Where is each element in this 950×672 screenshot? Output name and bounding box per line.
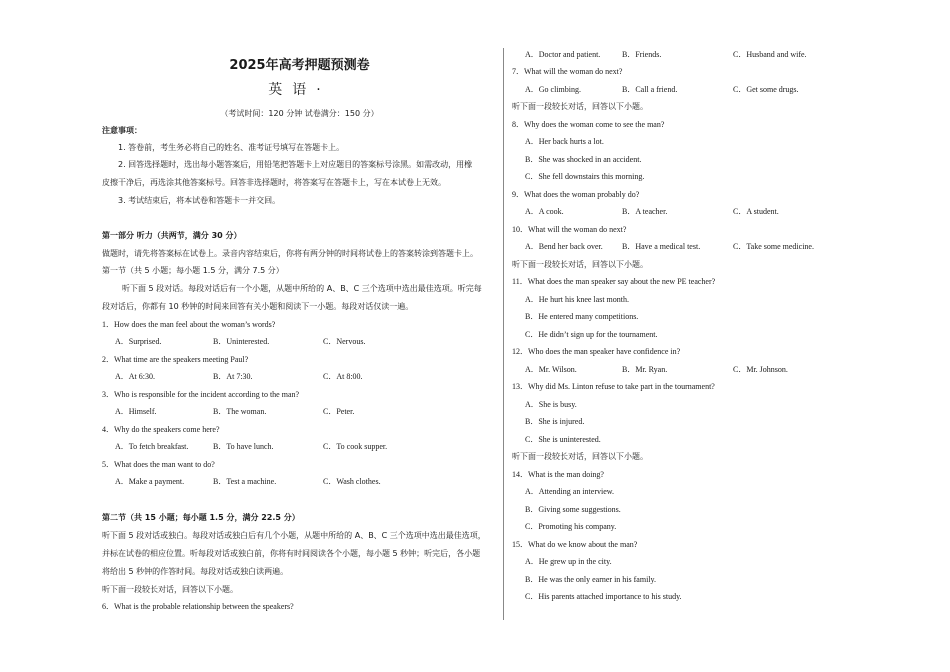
q3-option-c: C．Peter. — [323, 407, 355, 416]
section2-heading: 第二节（共 15 小题；每小题 1.5 分，满分 22.5 分） — [102, 513, 300, 522]
note-item: 2. 回答选择题时，选出每小题答案后，用铅笔把答题卡上对应题目的答案标号涂黑。如需改动，用橡 — [118, 160, 473, 169]
q12-option-b: B．Mr. Ryan. — [622, 365, 668, 374]
q12-option-a: A．Mr. Wilson. — [525, 365, 577, 374]
q10-option-a: A．Bend her back over. — [525, 242, 603, 251]
q14-option-c: C．Promoting his company. — [525, 522, 617, 531]
q1-option-b: B．Uninterested. — [213, 337, 270, 346]
question-4: 4．Why do the speakers come here? — [102, 425, 220, 434]
q1-option-a: A．Surprised. — [115, 337, 162, 346]
question-6: 6．What is the probable relationship between the speakers? — [102, 602, 294, 611]
q11-option-c: C．He didn’t sign up for the tournament. — [525, 330, 658, 339]
section1-intro: 段对话后，你都有 10 秒钟的时间来回答有关小题和阅读下一小题。每段对话仅读一遍。 — [102, 302, 414, 311]
q7-option-a: A．Go climbing. — [525, 85, 581, 94]
q7-option-b: B．Call a friend. — [622, 85, 678, 94]
q6-option-b: B．Friends. — [622, 50, 662, 59]
q7-option-c: C．Get some drugs. — [733, 85, 799, 94]
q5-option-b: B．Test a machine. — [213, 477, 277, 486]
q14-option-b: B．Giving some suggestions. — [525, 505, 621, 514]
question-3: 3．Who is responsible for the incident according to the man? — [102, 390, 300, 399]
q13-option-a: A．She is busy. — [525, 400, 577, 409]
q6-option-c: C．Husband and wife. — [733, 50, 807, 59]
listen-prompt: 听下面一段较长对话，回答以下小题。 — [512, 260, 648, 269]
question-2: 2．What time are the speakers meeting Paul? — [102, 355, 249, 364]
q3-option-b: B．The woman. — [213, 407, 267, 416]
q4-option-b: B．To have lunch. — [213, 442, 274, 451]
q15-option-a: A．He grew up in the city. — [525, 557, 612, 566]
question-11: 11．What does the man speaker say about the new PE teacher? — [512, 277, 716, 286]
q2-option-c: C．At 8:00. — [323, 372, 363, 381]
q12-option-c: C．Mr. Johnson. — [733, 365, 788, 374]
question-14: 14．What is the man doing? — [512, 470, 604, 479]
q8-option-b: B．She was shocked in an accident. — [525, 155, 642, 164]
column-divider — [503, 48, 504, 620]
part1-intro: 做题时，请先将答案标在试卷上。录音内容结束后，你将有两分钟的时间将试卷上的答案转涂到答题卡上。 — [102, 249, 478, 258]
section1-intro: 听下面 5 段对话。每段对话后有一个小题，从题中所给的 A、B、C 三个选项中选出最佳选项。听完每 — [122, 284, 482, 293]
note-item: 皮擦干净后，再选涂其他答案标号。回答非选择题时，将答案写在答题卡上，写在本试卷上无效。 — [102, 178, 446, 187]
q1-option-c: C．Nervous. — [323, 337, 366, 346]
q8-option-c: C．She fell downstairs this morning. — [525, 172, 645, 181]
question-7: 7．What will the woman do next? — [512, 67, 623, 76]
q6-option-a: A．Doctor and patient. — [525, 50, 601, 59]
q11-option-a: A．He hurt his knee last month. — [525, 295, 629, 304]
note-item: 1. 答卷前，考生务必将自己的姓名、准考证号填写在答题卡上。 — [118, 143, 345, 152]
q9-option-b: B．A teacher. — [622, 207, 668, 216]
section2-intro: 并标在试卷的相应位置。听每段对话或独白前，你将有时间阅读各个小题，每小题 5 秒钟；听完后，各小题 — [102, 549, 481, 558]
q13-option-b: B．She is injured. — [525, 417, 585, 426]
question-1: 1．How does the man feel about the woman’s words? — [102, 320, 276, 329]
q14-option-a: A．Attending an interview. — [525, 487, 615, 496]
section2-intro: 将给出 5 秒钟的作答时间。每段对话或独白读两遍。 — [102, 567, 289, 576]
q2-option-b: B．At 7:30. — [213, 372, 253, 381]
q15-option-b: B．He was the only earner in his family. — [525, 575, 657, 584]
q2-option-a: A．At 6:30. — [115, 372, 155, 381]
question-9: 9．What does the woman probably do? — [512, 190, 640, 199]
question-12: 12．Who does the man speaker have confidence in? — [512, 347, 681, 356]
q8-option-a: A．Her back hurts a lot. — [525, 137, 604, 146]
q9-option-a: A．A cook. — [525, 207, 564, 216]
listen-prompt: 听下面一段较长对话，回答以下小题。 — [512, 452, 648, 461]
exam-title: 2025年高考押题预测卷 — [229, 58, 370, 73]
listen-prompt: 听下面一段较长对话，回答以下小题。 — [512, 102, 648, 111]
question-8: 8．Why does the woman come to see the man? — [512, 120, 665, 129]
q13-option-c: C．She is uninterested. — [525, 435, 601, 444]
note-item: 3. 考试结束后，将本试卷和答题卡一并交回。 — [118, 196, 281, 205]
q10-option-b: B．Have a medical test. — [622, 242, 701, 251]
q4-option-c: C．To cook supper. — [323, 442, 388, 451]
question-5: 5．What does the man want to do? — [102, 460, 215, 469]
question-15: 15．What do we know about the man? — [512, 540, 638, 549]
q3-option-a: A．Himself. — [115, 407, 157, 416]
q15-option-c: C．His parents attached importance to his study. — [525, 592, 682, 601]
subject-title: 英语· — [268, 82, 331, 98]
exam-info: （考试时间：120 分钟 试卷满分：150 分） — [220, 109, 379, 118]
q5-option-a: A．Make a payment. — [115, 477, 185, 486]
section1-heading: 第一节（共 5 小题；每小题 1.5 分，满分 7.5 分） — [102, 266, 284, 275]
section2-intro: 听下面 5 段对话或独白。每段对话或独白后有几个小题，从题中所给的 A、B、C 三个选项中选出最佳选项， — [102, 531, 486, 540]
question-13: 13．Why did Ms. Linton refuse to take part in the tournament? — [512, 382, 715, 391]
part1-heading: 第一部分 听力（共两节，满分 30 分） — [102, 231, 242, 240]
notes-heading: 注意事项： — [102, 126, 142, 135]
listen-prompt: 听下面一段较长对话，回答以下小题。 — [102, 585, 238, 594]
question-10: 10．What will the woman do next? — [512, 225, 627, 234]
q10-option-c: C．Take some medicine. — [733, 242, 814, 251]
q9-option-c: C．A student. — [733, 207, 779, 216]
q11-option-b: B．He entered many competitions. — [525, 312, 639, 321]
q5-option-c: C．Wash clothes. — [323, 477, 381, 486]
q4-option-a: A．To fetch breakfast. — [115, 442, 189, 451]
